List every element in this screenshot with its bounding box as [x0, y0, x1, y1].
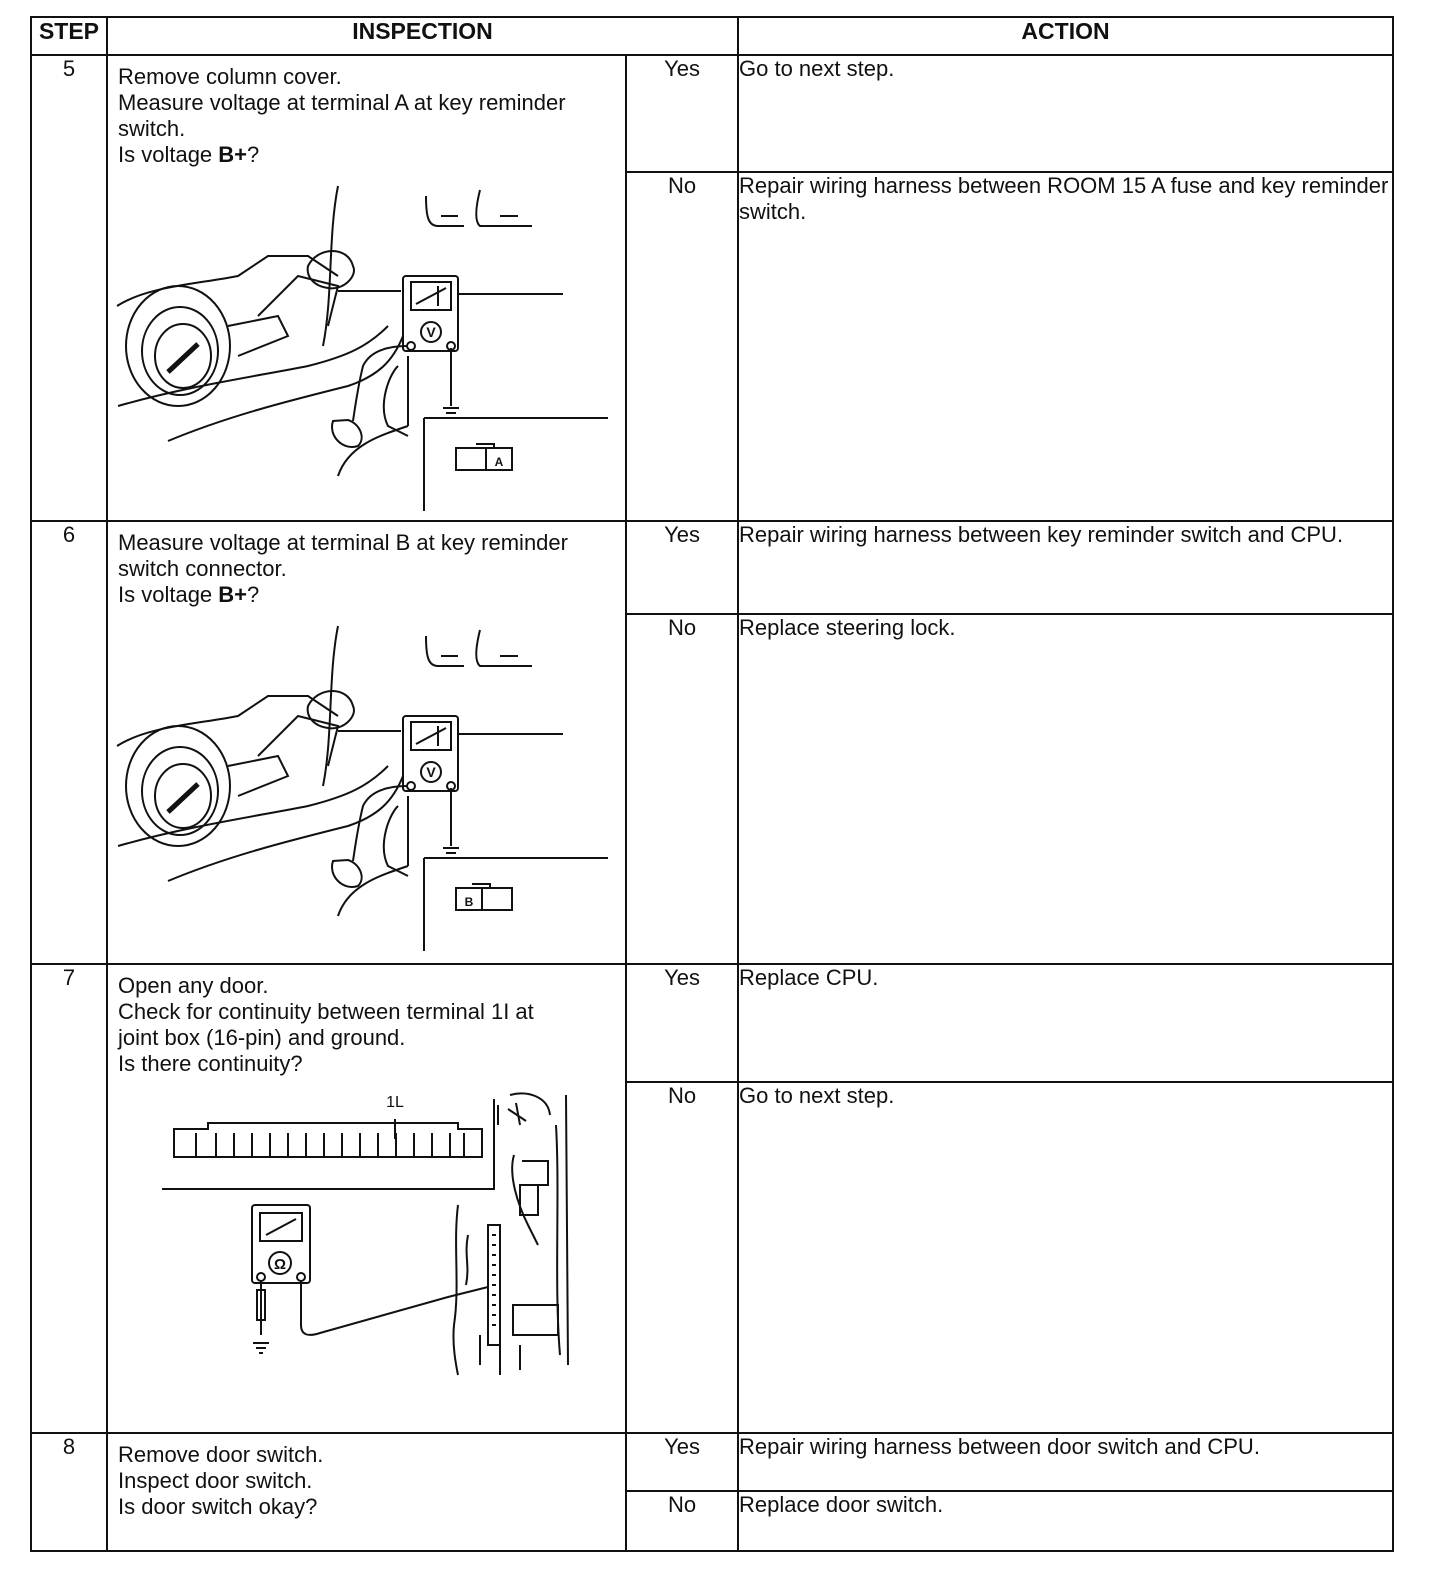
step-number: 8: [31, 1433, 107, 1551]
yes-action: Repair wiring harness between door switch and CPU.: [738, 1433, 1393, 1491]
inspection-line: Inspect door switch.: [118, 1468, 313, 1493]
step-number: 6: [31, 521, 107, 964]
inspection-cell: [107, 55, 626, 521]
no-action: Go to next step.: [738, 1082, 1393, 1433]
inspection-line: Remove column cover.: [118, 64, 342, 89]
yes-action: Replace CPU.: [738, 964, 1393, 1082]
no-action: Repair wiring harness between ROOM 15 A fuse and key reminder switch.: [738, 172, 1393, 521]
terminal-label: B: [464, 895, 474, 909]
inspection-line: Is there continuity?: [118, 1051, 303, 1076]
voltmeter-icon: V: [426, 764, 436, 780]
yes-label: Yes: [626, 55, 738, 172]
header-action: ACTION: [738, 17, 1393, 55]
voltmeter-icon: V: [426, 324, 436, 340]
step-number: 7: [31, 964, 107, 1433]
no-label: No: [626, 1082, 738, 1433]
no-label: No: [626, 614, 738, 964]
no-label: No: [626, 1491, 738, 1551]
inspection-question: Is voltage B+?: [118, 142, 260, 167]
inspection-cell: [107, 521, 626, 964]
inspection-line: Measure voltage at terminal B at key reminder: [118, 530, 568, 555]
yes-label: Yes: [626, 964, 738, 1082]
no-action: Replace door switch.: [738, 1491, 1393, 1551]
yes-action: Go to next step.: [738, 55, 1393, 172]
yes-action: Repair wiring harness between key reminder switch and CPU.: [738, 521, 1393, 614]
inspection-line: Is door switch okay?: [118, 1494, 318, 1519]
procedure-sheet: [30, 16, 1392, 1552]
voltmeter-figure-b: [108, 616, 625, 951]
terminal-label: 1L: [386, 1094, 404, 1111]
ohmmeter-icon: Ω: [273, 1256, 287, 1273]
header-step: STEP: [31, 17, 107, 55]
voltmeter-figure-a: [108, 176, 625, 511]
step-number: 5: [31, 55, 107, 521]
inspection-line: joint box (16-pin) and ground.: [118, 1025, 406, 1050]
inspection-table: [30, 16, 1394, 1552]
ohmmeter-figure: [108, 1085, 625, 1385]
inspection-cell: [107, 1433, 626, 1551]
inspection-line: switch connector.: [118, 556, 287, 581]
table-row: [31, 55, 1393, 172]
inspection-line: Remove door switch.: [118, 1442, 324, 1467]
header-inspection: INSPECTION: [107, 17, 738, 55]
no-label: No: [626, 172, 738, 521]
terminal-label: A: [494, 455, 504, 469]
yes-label: Yes: [626, 1433, 738, 1491]
yes-label: Yes: [626, 521, 738, 614]
inspection-cell: [107, 964, 626, 1433]
inspection-line: Measure voltage at terminal A at key reminder: [118, 90, 566, 115]
inspection-line: Check for continuity between terminal 1I at: [118, 999, 534, 1024]
table-row: [31, 964, 1393, 1082]
table-row: [31, 1433, 1393, 1491]
inspection-question: Is voltage B+?: [118, 582, 260, 607]
inspection-line: switch.: [118, 116, 186, 141]
table-header-row: [31, 17, 1393, 55]
inspection-line: Open any door.: [118, 973, 269, 998]
table-row: [31, 521, 1393, 614]
no-action: Replace steering lock.: [738, 614, 1393, 964]
